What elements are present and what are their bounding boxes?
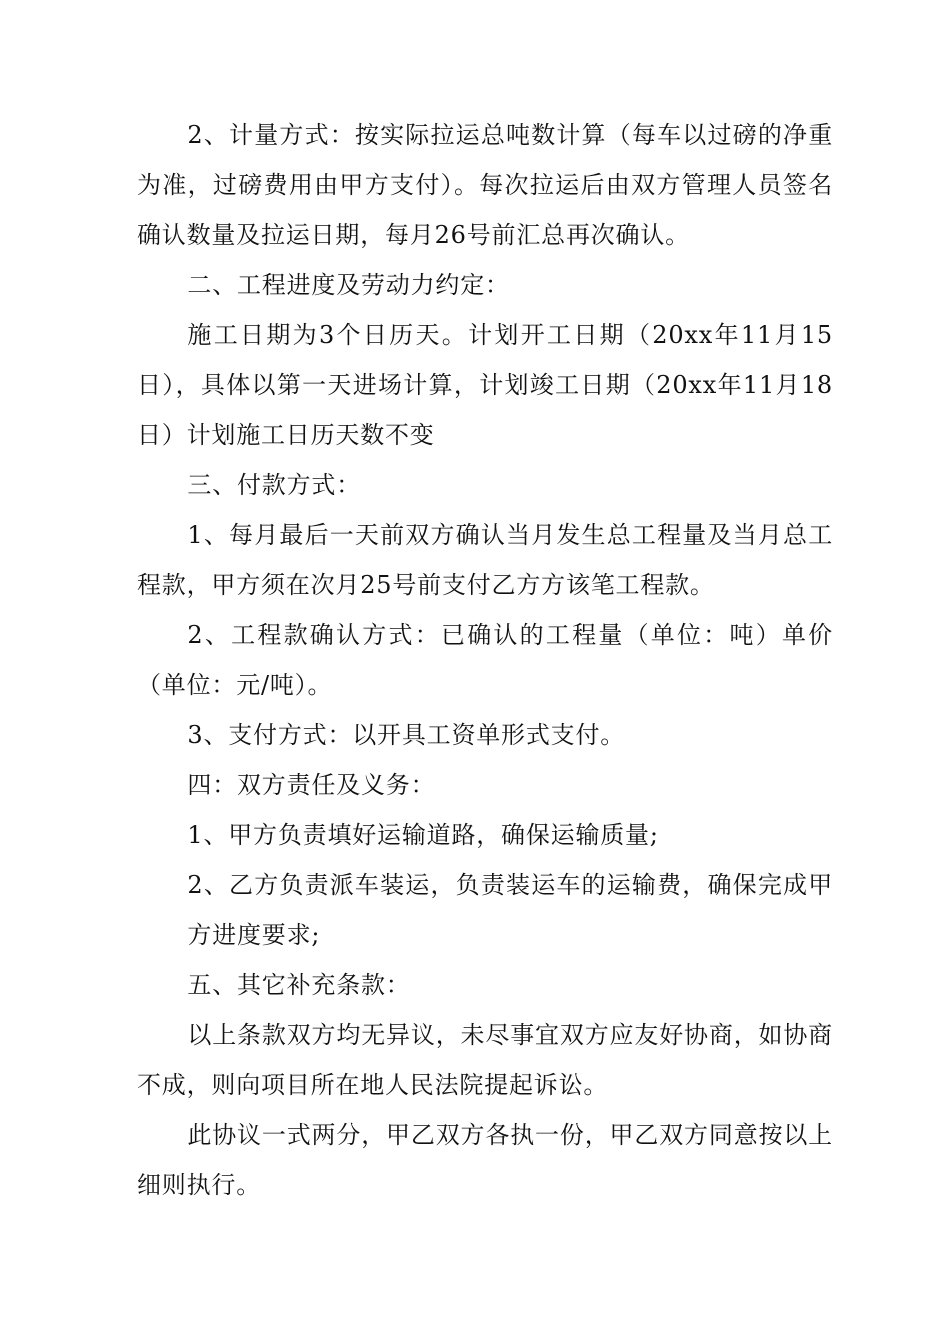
paragraph-construction-dates: 施工日期为3个日历天。计划开工日期（20xx年11月15日），具体以第一天进场计算，计划竣工日期（20xx年11月18日）计划施工日历天数不变 bbox=[137, 321, 833, 449]
paragraph-payment-confirmation: 2、工程款确认方式：已确认的工程量（单位：吨）单价（单位：元/吨）。 bbox=[137, 621, 833, 699]
paragraph-party-b-duty: 2、乙方负责派车装运，负责装运车的运输费，确保完成甲方进度要求; bbox=[187, 871, 833, 949]
heading-schedule-and-labor: 二、工程进度及劳动力约定： bbox=[187, 271, 510, 299]
paragraph-agreement-copies: 此协议一式两分，甲乙双方各执一份，甲乙双方同意按以上细则执行。 bbox=[137, 1121, 833, 1199]
paragraph-payment-form: 3、支付方式：以开具工资单形式支付。 bbox=[187, 721, 626, 749]
paragraph-monthly-confirmation: 1、每月最后一天前双方确认当月发生总工程量及当月总工程款，甲方须在次月25号前支付乙方方该笔工程款。 bbox=[137, 521, 833, 599]
heading-responsibilities: 四：双方责任及义务： bbox=[187, 771, 436, 799]
heading-supplementary-terms: 五、其它补充条款： bbox=[187, 971, 411, 999]
document-body bbox=[137, 110, 833, 1210]
paragraph-party-a-duty: 1、甲方负责填好运输道路，确保运输质量; bbox=[187, 821, 659, 849]
heading-payment-method: 三、付款方式： bbox=[187, 471, 361, 499]
paragraph-measurement-method: 2、计量方式：按实际拉运总吨数计算（每车以过磅的净重为准，过磅费用由甲方支付）。每次拉运后由双方管理人员签名确认数量及拉运日期，每月26号前汇总再次确认。 bbox=[137, 121, 833, 249]
paragraph-dispute-resolution: 以上条款双方均无异议，未尽事宜双方应友好协商，如协商不成，则向项目所在地人民法院提起诉讼。 bbox=[137, 1021, 833, 1099]
